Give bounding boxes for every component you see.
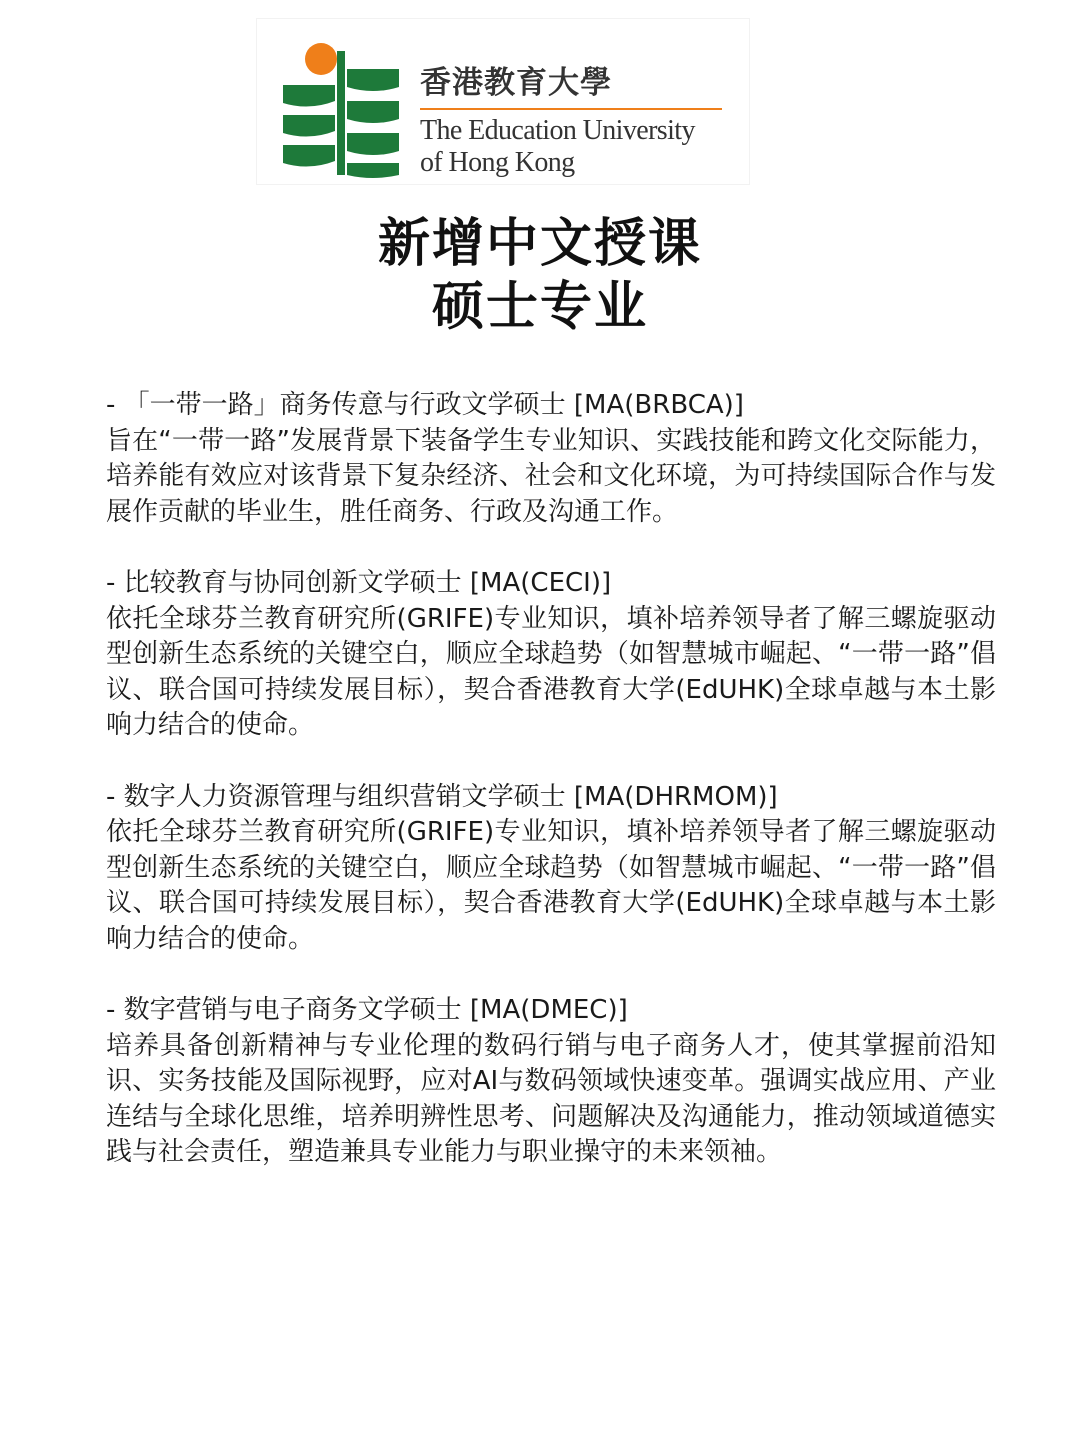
eduhk-emblem-icon	[281, 41, 401, 181]
program-heading: - 比较教育与协同创新文学硕士 [MA(CECI)]	[106, 568, 612, 598]
page-title	[0, 212, 1080, 338]
program-description: 依托全球芬兰教育研究所(GRIFE)专业知识，填补培养领导者了解三螺旋驱动型创新生态系统的关键空白，顺应全球趋势（如智慧城市崛起、“一带一路”倡议、联合国可持续发展目标），契合香港教育大学(EdUHK)全球卓越与本土影响力结合的使命。	[106, 603, 996, 740]
program-item	[106, 388, 996, 530]
program-heading: - 数字营销与电子商务文学硕士 [MA(DMEC)]	[106, 995, 628, 1025]
logo-english-name-line1: The Education University	[420, 115, 695, 146]
program-heading: - 数字人力资源管理与组织营销文学硕士 [MA(DHRMOM)]	[106, 781, 778, 812]
program-description: 旨在“一带一路”发展背景下装备学生专业知识、实践技能和跨文化交际能力，培养能有效应对该背景下复杂经济、社会和文化环境，为可持续国际合作与发展作贡献的毕业生，胜任商务、行政及沟通工作。	[106, 425, 996, 527]
program-item	[106, 566, 996, 744]
logo-divider	[420, 108, 722, 110]
program-list	[106, 388, 996, 1171]
program-description: 培养具备创新精神与专业伦理的数码行销与电子商务人才，使其掌握前沿知识、实务技能及国际视野，应对AI与数码领域快速变革。强调实战应用、产业连结与全球化思维，培养明辨性思考、问题解决及沟通能力，推动领域道德实践与社会责任，塑造兼具专业能力与职业操守的未来领袖。	[106, 1030, 996, 1167]
logo-english-name-line2: of Hong Kong	[420, 147, 575, 178]
university-logo	[256, 18, 750, 185]
title-line-2: 硕士专业	[431, 276, 648, 337]
logo-chinese-name: 香港教育大學	[420, 65, 612, 101]
program-item	[106, 993, 996, 1171]
program-item	[106, 780, 996, 958]
title-line-1: 新增中文授课	[377, 213, 702, 274]
program-description: 依托全球芬兰教育研究所(GRIFE)专业知识，填补培养领导者了解三螺旋驱动型创新生态系统的关键空白，顺应全球趋势（如智慧城市崛起、“一带一路”倡议、联合国可持续发展目标），契合香港教育大学(EdUHK)全球卓越与本土影响力结合的使命。	[106, 817, 996, 954]
program-heading: - 「一带一路」商务传意与行政文学硕士 [MA(BRBCA)]	[106, 390, 744, 420]
